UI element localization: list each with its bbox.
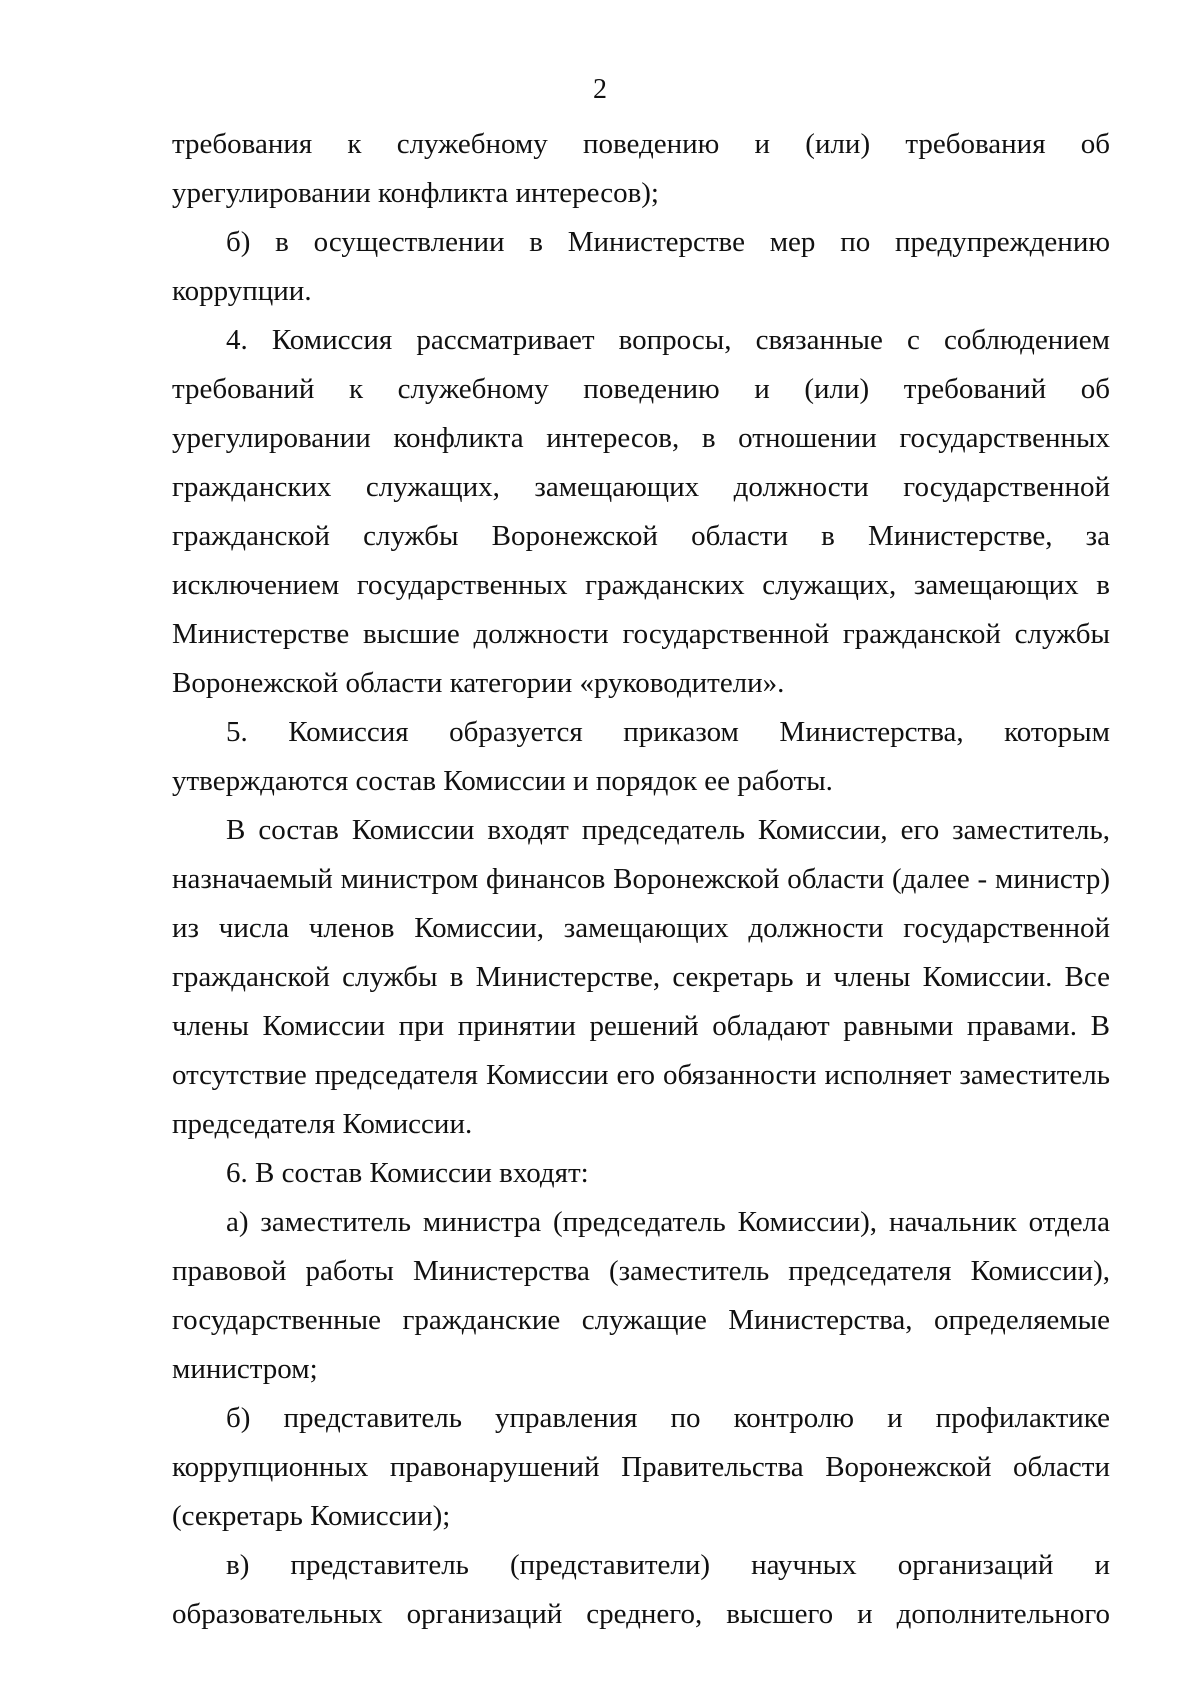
paragraph-6a: а) заместитель министра (председатель Комиссии), начальник отдела правовой работы Министерства (заместитель председателя Комиссии), государственные гражданские служащие Министерства, определяемые министром; [172, 1206, 1110, 1385]
paragraph-continuation: требования к служебному поведению и (или) требования об урегулировании конфликта интересов); [172, 128, 1110, 209]
paragraph-6: 6. В состав Комиссии входят: [226, 1157, 589, 1189]
paragraph-6b: б) представитель управления по контролю и профилактике коррупционных правонарушений Правительства Воронежской области (секретарь Комиссии); [172, 1402, 1110, 1532]
paragraph-3b: б) в осуществлении в Министерстве мер по предупреждению коррупции. [172, 226, 1110, 307]
paragraph-5: 5. Комиссия образуется приказом Министерства, которым утверждаются состав Комиссии и порядок ее работы. [172, 716, 1110, 797]
paragraph-6v: в) представитель (представители) научных организаций и образовательных организаций среднего, высшего и дополнительного [172, 1549, 1110, 1630]
paragraph-4: 4. Комиссия рассматривает вопросы, связанные с соблюдением требований к служебному поведению и (или) требований об урегулировании конфликта интересов, в отношении государственных гражданских служащих, замещающих должности государственной гражданской службы Воронежской области в Министерстве, за исключением государственных гражданских служащих, замещающих в Министерстве высшие должности государственной гражданской службы Воронежской области категории «руководители». [172, 324, 1110, 699]
paragraph-5-composition: В состав Комиссии входят председатель Комиссии, его заместитель, назначаемый министром финансов Воронежской области (далее - министр) из числа членов Комиссии, замещающих должности государственной гражданской службы в Министерстве, секретарь и члены Комиссии. Все члены Комиссии при принятии решений обладают равными правами. В отсутствие председателя Комиссии его обязанности исполняет заместитель председателя Комиссии. [172, 814, 1110, 1140]
document-body [172, 120, 1110, 1639]
page-number: 2 [593, 74, 607, 105]
